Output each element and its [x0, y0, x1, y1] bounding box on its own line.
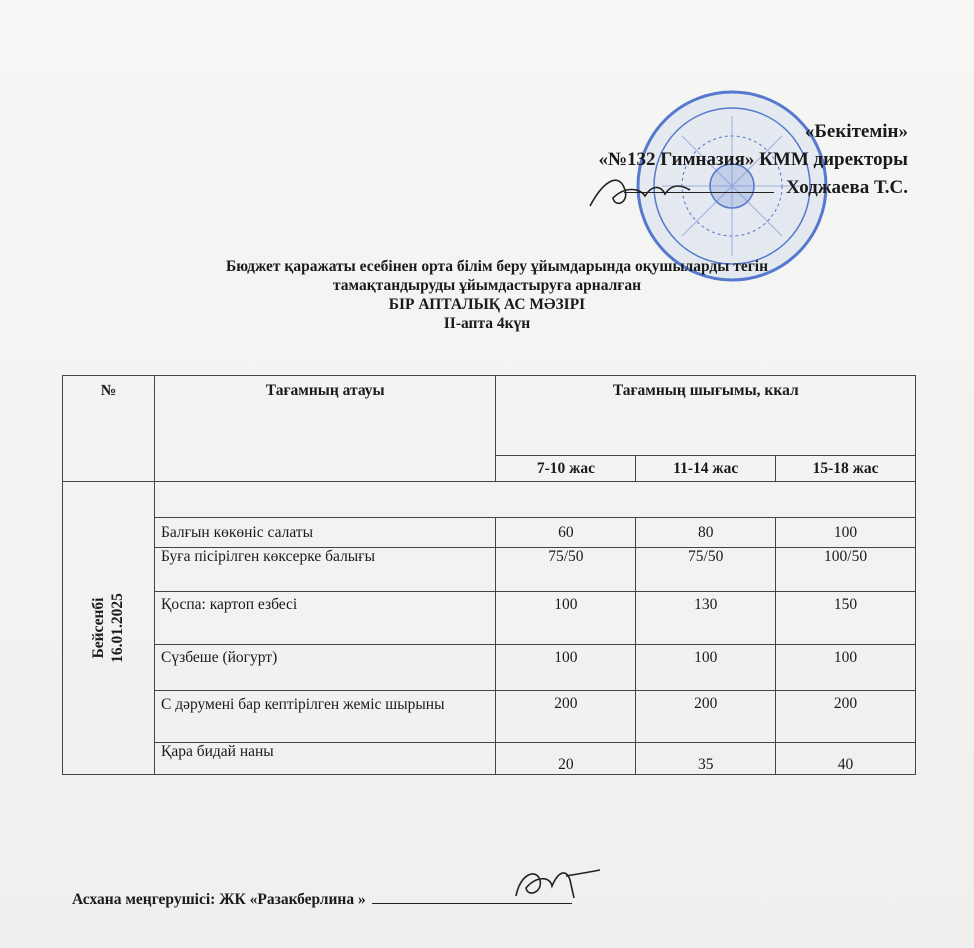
kcal-7-10: 75/50	[496, 548, 636, 592]
signature-line	[624, 174, 774, 193]
kcal-11-14: 200	[636, 690, 776, 742]
kcal-11-14: 75/50	[636, 548, 776, 592]
header-yield: Тағамның шығымы, ккал	[496, 376, 916, 456]
menu-title: БІР АПТАЛЫҚ АС МӘЗІРІ	[388, 296, 586, 313]
approval-organization: «№132 Гимназия» КММ директоры	[598, 149, 908, 170]
header-dish-name: Тағамның атауы	[154, 376, 496, 482]
table-header-row	[63, 376, 916, 456]
kcal-7-10: 100	[496, 644, 636, 690]
dish-name: Сүзбеше (йогурт)	[154, 644, 496, 690]
title-line-1: Бюджет қаражаты есебінен орта білім беру ұйымдарында оқушыларды тегін	[225, 258, 769, 275]
director-name: Ходжаева Т.С.	[786, 177, 908, 198]
kcal-11-14: 80	[636, 518, 776, 548]
kcal-7-10: 20	[496, 742, 636, 774]
kcal-15-18: 100	[776, 518, 916, 548]
kcal-7-10: 60	[496, 518, 636, 548]
kcal-15-18: 200	[776, 690, 916, 742]
age-group-3: 15-18 жас	[776, 456, 916, 482]
kcal-7-10: 200	[496, 690, 636, 742]
kcal-15-18: 150	[776, 592, 916, 644]
approval-title: «Бекітемін»	[804, 121, 908, 142]
table-row	[63, 548, 916, 592]
table-row	[63, 644, 916, 690]
document-title-block	[0, 257, 974, 333]
spacer-cell	[154, 482, 915, 518]
age-group-2: 11-14 жас	[636, 456, 776, 482]
footer-signature-block	[72, 887, 572, 909]
table-row	[63, 592, 916, 644]
dish-name: Қара бидай наны	[154, 742, 496, 774]
table-row	[63, 690, 916, 742]
dish-name: Қоспа: картоп езбесі	[154, 592, 496, 644]
approval-director-line	[598, 174, 908, 202]
day-name: Бейсенбі	[90, 597, 107, 659]
kcal-11-14: 35	[636, 742, 776, 774]
header-number: №	[63, 376, 155, 482]
kcal-15-18: 100/50	[776, 548, 916, 592]
day-cell	[63, 482, 155, 775]
menu-table	[62, 375, 916, 775]
kcal-15-18: 100	[776, 644, 916, 690]
day-date: 16.01.2025	[109, 593, 126, 663]
kcal-15-18: 40	[776, 742, 916, 774]
week-day-label: II-апта 4күн	[443, 315, 531, 332]
dish-name: Балғын көкөніс салаты	[154, 518, 496, 548]
kcal-7-10: 100	[496, 592, 636, 644]
title-line-2: тамақтандыруды ұйымдастыруға арналған	[332, 277, 642, 294]
table-spacer-row	[63, 482, 916, 518]
kcal-11-14: 130	[636, 592, 776, 644]
canteen-manager-label: Асхана меңгерушісі: ЖК «Разакберлина »	[72, 891, 366, 908]
table-row	[63, 518, 916, 548]
dish-name: Буға пісірілген көксерке балығы	[154, 548, 496, 592]
approval-block	[598, 118, 908, 202]
kcal-11-14: 100	[636, 644, 776, 690]
age-group-1: 7-10 жас	[496, 456, 636, 482]
table-row	[63, 742, 916, 774]
footer-signature-line	[372, 887, 572, 904]
dish-name: С дәрумені бар кептірілген жеміс шырыны	[154, 690, 496, 742]
